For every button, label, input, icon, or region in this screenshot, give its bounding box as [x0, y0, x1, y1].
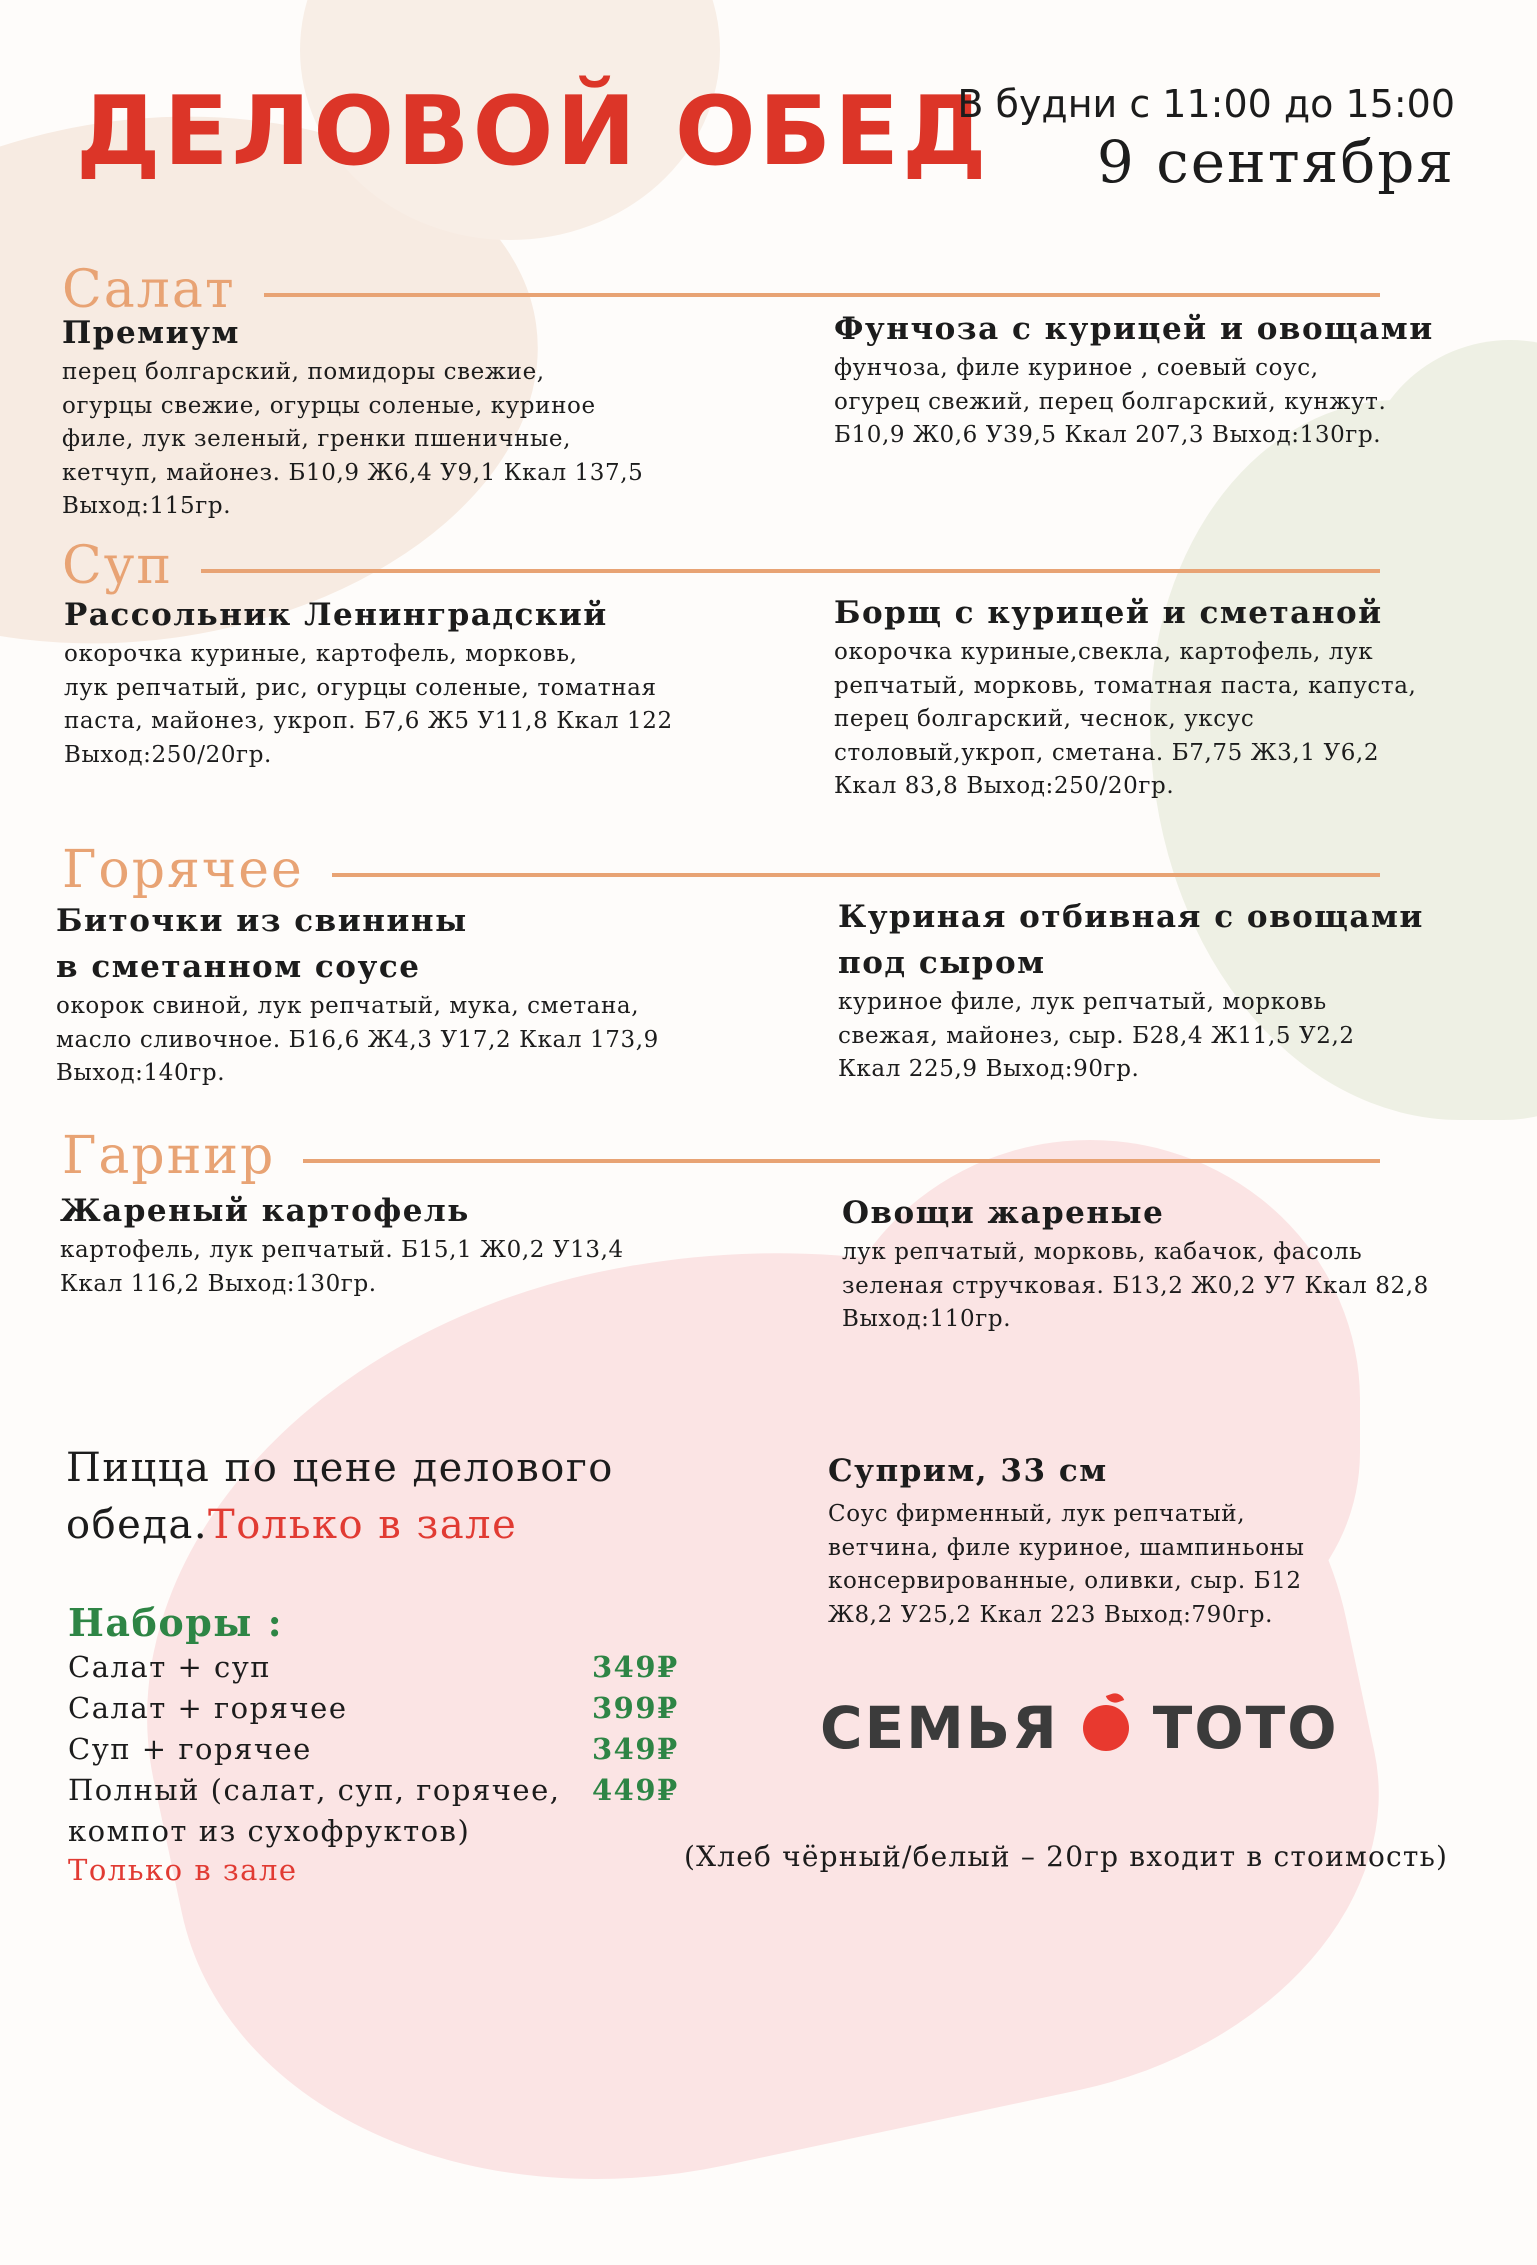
- dish-description: окорочка куриные, картофель, морковь, лук репчатый, рис, огурцы соленые, томатная паста, майонез, укроп. Б7,6 Ж5 У11,8 Ккал 122 Выход:250/20гр.: [64, 641, 673, 768]
- dish-name: Фунчоза с курицей и овощами: [834, 311, 1434, 347]
- sets-note: Только в зале: [68, 1853, 298, 1887]
- dish-name: в сметанном соусе: [56, 949, 421, 985]
- apple-icon: [1083, 1705, 1129, 1751]
- dish-name: Борщ с курицей и сметаной: [834, 595, 1383, 631]
- dish-name: Овощи жареные: [842, 1195, 1165, 1231]
- dish-card: [60, 1188, 780, 1301]
- dish-card: [64, 592, 784, 772]
- set-label: Салат + горячее: [68, 1691, 348, 1725]
- set-label: Полный (салат, суп, горячее,: [68, 1773, 561, 1807]
- set-row: [68, 1811, 668, 1852]
- dish-name: Рассольник Ленинградский: [64, 597, 608, 633]
- menu-date: 9 сентября: [1096, 128, 1455, 196]
- set-row: [68, 1688, 679, 1729]
- pizza-promo: [66, 1440, 686, 1554]
- section-title: Горячее: [62, 840, 304, 900]
- dish-description: лук репчатый, морковь, кабачок, фасоль зеленая стручковая. Б13,2 Ж0,2 У7 Ккал 82,8 Выход:110гр.: [842, 1239, 1429, 1332]
- dish-name: под сыром: [838, 945, 1046, 981]
- brand-logo: [820, 1694, 1339, 1762]
- pizza-card: [828, 1448, 1508, 1632]
- section-divider: [201, 569, 1380, 573]
- dish-description: окорок свиной, лук репчатый, мука, сметана, масло сливочное. Б16,6 Ж4,3 У17,2 Ккал 173,9 Выход:140гр.: [56, 993, 659, 1086]
- section-divider: [264, 293, 1380, 297]
- pizza-promo-highlight: Только в зале: [208, 1502, 518, 1548]
- section-title: Суп: [62, 536, 174, 596]
- set-label: Суп + горячее: [68, 1732, 312, 1766]
- bread-note: (Хлеб чёрный/белый – 20гр входит в стоимость): [684, 1840, 1449, 1873]
- dish-card: [838, 894, 1518, 1087]
- brand-name-left: СЕМЬЯ: [820, 1694, 1059, 1762]
- opening-hours: В будни с 11:00 до 15:00: [957, 82, 1455, 126]
- section-header-garnish: [62, 1126, 1380, 1186]
- dish-name: Куриная отбивная с овощами: [838, 899, 1424, 935]
- set-row: [68, 1647, 679, 1688]
- section-title: Салат: [62, 260, 236, 320]
- set-price: 449₽: [592, 1773, 679, 1807]
- dish-card: [842, 1190, 1522, 1337]
- pizza-description: Соус фирменный, лук репчатый, ветчина, филе куриное, шампиньоны консервированные, оливки, сыр. Б12 Ж8,2 У25,2 Ккал 223 Выход:790гр.: [828, 1501, 1305, 1628]
- pizza-promo-text: Пицца по цене делового обеда.: [66, 1445, 614, 1548]
- dish-description: фунчоза, филе куриное , соевый соус, огурец свежий, перец болгарский, кунжут. Б10,9 Ж0,6 У39,5 Ккал 207,3 Выход:130гр.: [834, 355, 1387, 448]
- set-label: Салат + суп: [68, 1650, 272, 1684]
- dish-name: Биточки из свинины: [56, 903, 468, 939]
- dish-card: [834, 306, 1514, 453]
- pizza-name: Суприм, 33 см: [828, 1453, 1108, 1489]
- set-label: компот из сухофруктов): [68, 1814, 471, 1848]
- dish-card: [62, 310, 762, 524]
- section-header-hot: [62, 840, 1380, 900]
- page-title: ДЕЛОВОЙ ОБЕД: [76, 77, 990, 187]
- brand-name-right: ТОТО: [1152, 1694, 1339, 1762]
- set-price: 399₽: [592, 1691, 679, 1725]
- dish-description: окорочка куриные,свекла, картофель, лук репчатый, морковь, томатная паста, капуста, перец болгарский, чеснок, уксус столовый,укроп, сметана. Б7,75 Ж3,1 У6,2 Ккал 83,8 Выход:250/20гр.: [834, 639, 1417, 799]
- section-divider: [303, 1159, 1380, 1163]
- dish-description: перец болгарский, помидоры свежие, огурцы свежие, огурцы соленые, куриное филе, лук зеленый, гренки пшеничные, кетчуп, майонез. Б10,9 Ж6,4 У9,1 Ккал 137,5 Выход:115гр.: [62, 359, 644, 519]
- dish-name: Жареный картофель: [60, 1193, 470, 1229]
- dish-description: картофель, лук репчатый. Б15,1 Ж0,2 У13,4 Ккал 116,2 Выход:130гр.: [60, 1237, 624, 1297]
- dish-card: [56, 898, 776, 1091]
- sets-title: Наборы :: [68, 1600, 284, 1645]
- section-header-soup: [62, 536, 1380, 596]
- section-divider: [332, 873, 1380, 877]
- dish-name: Премиум: [62, 315, 240, 351]
- dish-card: [834, 590, 1514, 804]
- set-price: 349₽: [592, 1732, 679, 1766]
- set-row: [68, 1729, 679, 1770]
- dish-description: куриное филе, лук репчатый, морковь свежая, майонез, сыр. Б28,4 Ж11,5 У2,2 Ккал 225,9 Выход:90гр.: [838, 989, 1355, 1082]
- section-title: Гарнир: [62, 1126, 276, 1186]
- set-row: [68, 1770, 679, 1811]
- set-price: [592, 1811, 668, 1852]
- set-price: 349₽: [592, 1650, 679, 1684]
